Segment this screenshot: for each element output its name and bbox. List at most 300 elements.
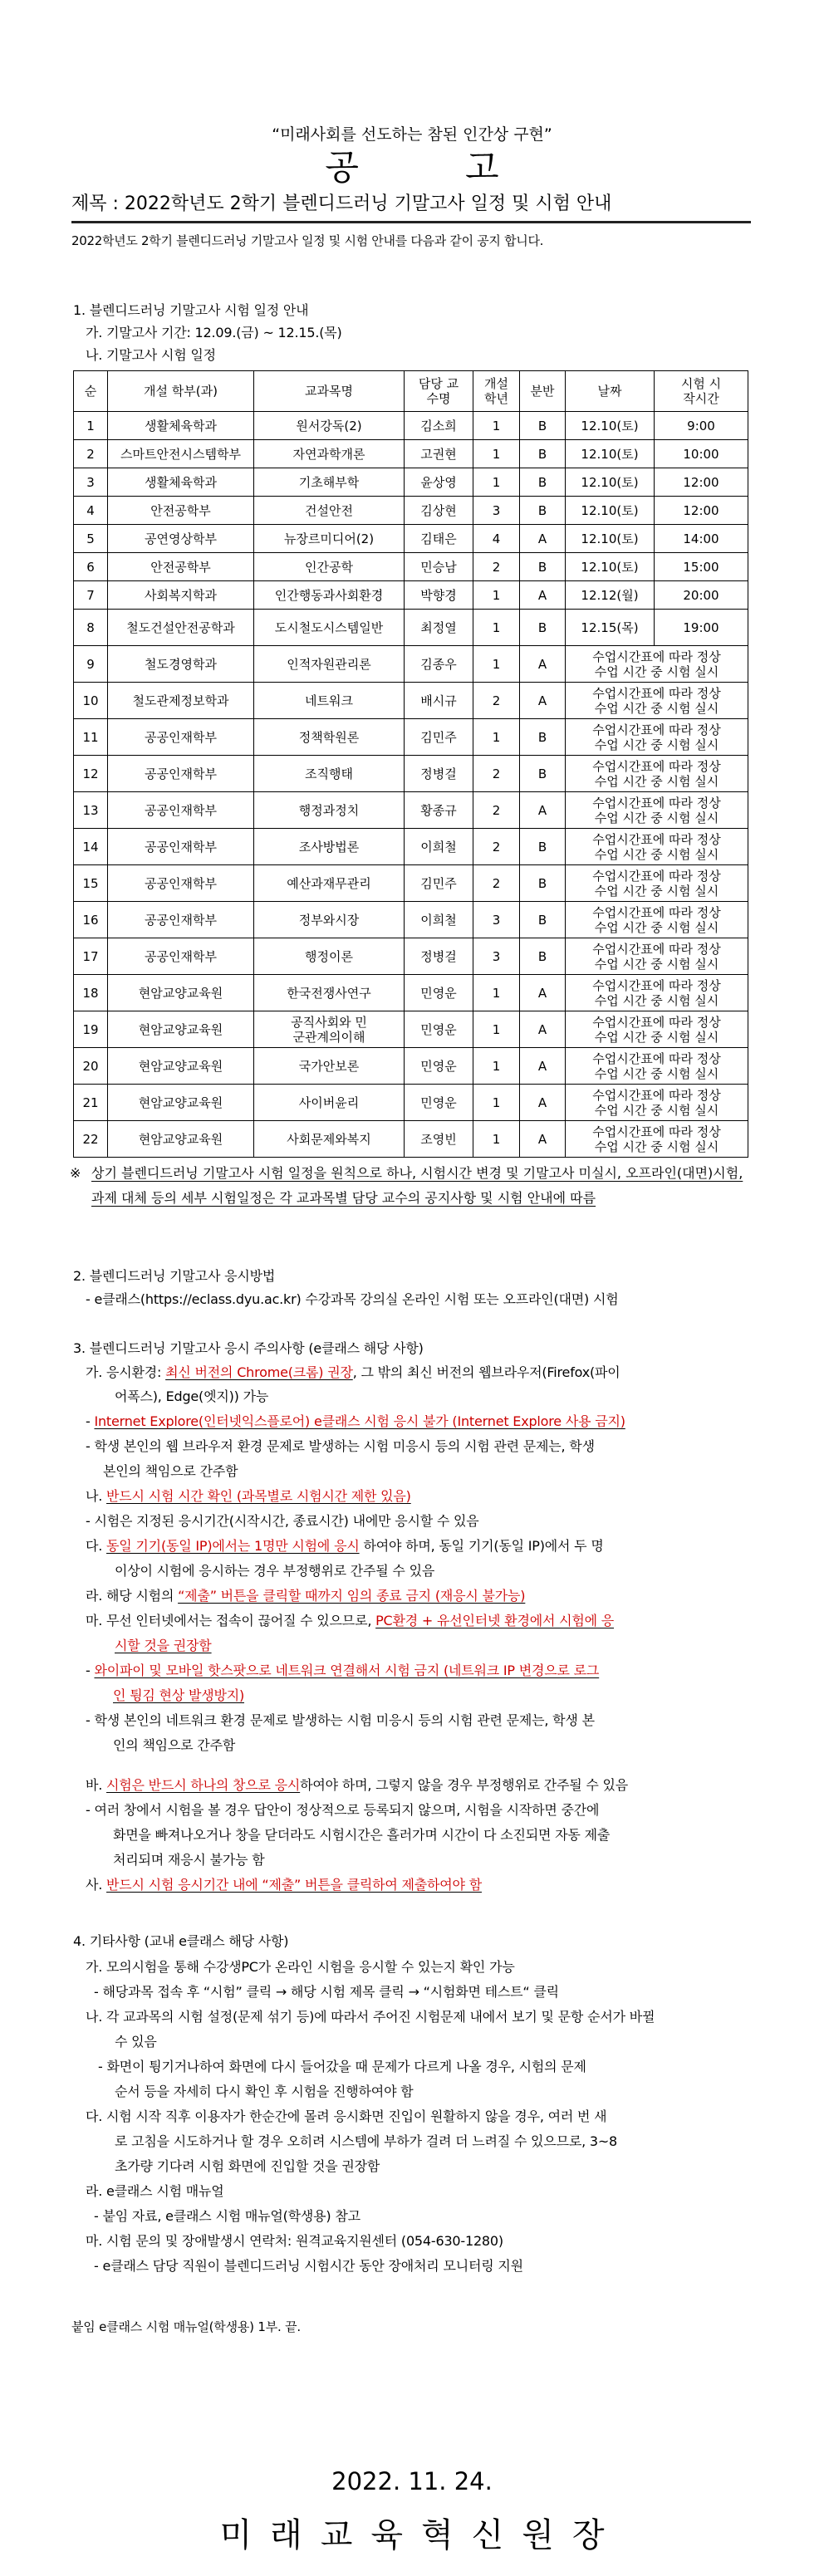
- exam-schedule-table: [73, 370, 748, 1158]
- section4-da-cont1: 로 고침을 시도하거나 할 경우 오히려 시스템에 부하가 걸려 더 느려질 수 있으므로, 3~8: [115, 2133, 618, 2149]
- cell-section: B: [520, 440, 566, 468]
- section1-item-ga: 가. 기말고사 기간: 12.09.(금) ~ 12.15.(목): [86, 325, 342, 340]
- class-time-note-line1: 수업시간표에 따라 정상: [592, 795, 721, 811]
- section3-item-ra: [86, 1588, 525, 1604]
- cell-no: 21: [74, 1085, 108, 1121]
- cell-course: 기초해부학: [254, 468, 405, 497]
- org-char: 혁: [421, 2516, 454, 2554]
- ra-prefix: 라. 해당 시험의: [86, 1588, 179, 1604]
- class-time-note-line1: 수업시간표에 따라 정상: [592, 868, 721, 884]
- heading-char: 공: [325, 147, 359, 188]
- cell-dept: 현암교양교육원: [108, 1048, 254, 1085]
- cell-class-time-note: [566, 756, 748, 792]
- section4-na-dash-cont: 순서 등을 자세히 다시 확인 후 시험을 진행하여야 함: [115, 2084, 414, 2099]
- da-rest: 하여야 하며, 동일 기기(동일 IP)에서 두 명: [359, 1538, 604, 1554]
- cell-class-time-note: [566, 792, 748, 829]
- ie-warning: Internet Explore(인터넷익스플로어) e클래스 시험 응시 불가 (Internet Explore 사용 금지): [94, 1413, 625, 1429]
- table-row: [74, 1011, 748, 1048]
- col-header: 날짜: [566, 371, 655, 412]
- table-row: [74, 1121, 748, 1158]
- section1-item-na: 나. 기말고사 시험 일정: [86, 347, 216, 363]
- section3-ga-dash1: [86, 1413, 625, 1430]
- cell-time: 9:00: [655, 412, 748, 440]
- section4-item-na: 나. 각 교과목의 시험 설정(문제 섞기 등)에 따라서 주어진 시험문제 내에서 보기 및 문항 순서가 바뀔: [86, 2009, 655, 2025]
- cell-prof: 이희철: [405, 829, 473, 865]
- cell-year: 4: [473, 525, 520, 553]
- dash: -: [86, 1413, 95, 1429]
- cell-section: A: [520, 525, 566, 553]
- cell-year: 2: [473, 553, 520, 581]
- cell-year: 1: [473, 1011, 520, 1048]
- section4-ga-dash: - 해당과목 접속 후 “시험” 클릭 → 해당 시험 제목 클릭 → “시험화면 테스트“ 클릭: [94, 1984, 559, 2000]
- col-header: 담당 교수명: [405, 371, 473, 412]
- class-time-note-line1: 수업시간표에 따라 정상: [592, 722, 721, 737]
- class-time-note-line1: 수업시간표에 따라 정상: [592, 649, 721, 664]
- cell-section: B: [520, 829, 566, 865]
- ga-prefix: 가. 응시환경:: [86, 1364, 166, 1380]
- table-row: [74, 553, 748, 581]
- cell-dept: 공공인재학부: [108, 865, 254, 902]
- cell-year: 1: [473, 412, 520, 440]
- title-divider: [71, 221, 751, 223]
- cell-time: 10:00: [655, 440, 748, 468]
- class-time-note-line2: 수업 시간 중 시험 실시: [594, 700, 719, 716]
- cell-prof: 김상현: [405, 497, 473, 525]
- cell-time: 15:00: [655, 553, 748, 581]
- ba-emphasis: 시험은 반드시 하나의 창으로 응시: [106, 1777, 301, 1793]
- table-row: [74, 468, 748, 497]
- table-row: [74, 646, 748, 683]
- na-emphasis: 반드시 시험 시간 확인 (과목별로 시험시간 제한 있음): [106, 1488, 411, 1504]
- cell-no: 13: [74, 792, 108, 829]
- cell-course: 한국전쟁사연구: [254, 975, 405, 1011]
- cell-prof: 최정열: [405, 610, 473, 646]
- da-emphasis: 동일 기기(동일 IP)에서는 1명만 시험에 응시: [106, 1538, 360, 1554]
- class-time-note-line2: 수업 시간 중 시험 실시: [594, 919, 719, 935]
- cell-course: 정책학원론: [254, 719, 405, 756]
- cell-course: 행정과정치: [254, 792, 405, 829]
- class-time-note-line1: 수업시간표에 따라 정상: [592, 941, 721, 957]
- slogan: “미래사회를 선도하는 참된 인간상 구현”: [272, 125, 552, 144]
- class-time-note-line1: 수업시간표에 따라 정상: [592, 758, 721, 774]
- cell-course: 인간행동과사회환경: [254, 581, 405, 610]
- cell-section: A: [520, 1048, 566, 1085]
- section3-item-da: [86, 1538, 604, 1555]
- cell-section: B: [520, 902, 566, 938]
- cell-year: 1: [473, 975, 520, 1011]
- cell-class-time-note: [566, 938, 748, 975]
- cell-section: B: [520, 497, 566, 525]
- section3-item-ma: [86, 1613, 614, 1629]
- cell-dept: 스마트안전시스템학부: [108, 440, 254, 468]
- cell-no: 4: [74, 497, 108, 525]
- section3-ga-dash2: - 학생 본인의 웹 브라우저 환경 문제로 발생하는 시험 미응시 등의 시험 관련 문제는, 학생: [86, 1438, 595, 1454]
- cell-no: 22: [74, 1121, 108, 1158]
- class-time-note-line1: 수업시간표에 따라 정상: [592, 1050, 721, 1066]
- schedule-note-text: 상기 블렌디드러닝 기말고사 시험 일정을 원칙으로 하나, 시험시간 변경 및 기말고사 미실시, 오프라인(대면)시험, 과제 대체 등의 세부 시험일정은 각 교과목별 담당 교수의 공지사항 및 시험 안내에 따름: [91, 1165, 743, 1206]
- cell-year: 1: [473, 1048, 520, 1085]
- cell-course: 조사방법론: [254, 829, 405, 865]
- cell-year: 2: [473, 865, 520, 902]
- table-row: [74, 719, 748, 756]
- org-char: 래: [270, 2516, 302, 2554]
- cell-course: 사회문제와복지: [254, 1121, 405, 1158]
- cell-dept: 현암교양교육원: [108, 1011, 254, 1048]
- org-char: 육: [370, 2516, 403, 2554]
- cell-class-time-note: [566, 902, 748, 938]
- cell-no: 17: [74, 938, 108, 975]
- section4-na-cont: 수 있음: [115, 2034, 157, 2050]
- col-header: 순: [74, 371, 108, 412]
- cell-year: 3: [473, 902, 520, 938]
- cell-class-time-note: [566, 719, 748, 756]
- table-row: [74, 865, 748, 902]
- cell-no: 10: [74, 683, 108, 719]
- section3-item-ga-cont: 어폭스), Edge(엣지)) 가능: [115, 1388, 269, 1404]
- cell-prof: 김민주: [405, 719, 473, 756]
- section4-ra-dash: - 붙임 자료, e클래스 시험 매뉴얼(학생용) 참고: [94, 2208, 360, 2224]
- cell-date: 12.10(토): [566, 440, 655, 468]
- table-row: [74, 975, 748, 1011]
- col-header: 개설 학년: [473, 371, 520, 412]
- cell-year: 1: [473, 581, 520, 610]
- section3-da-cont: 이상이 시험에 응시하는 경우 부정행위로 간주될 수 있음: [115, 1563, 435, 1579]
- heading-char: 고: [465, 147, 499, 188]
- intro-text: 2022학년도 2학기 블렌디드러닝 기말고사 일정 및 시험 안내를 다음과 같이 공지 합니다.: [71, 233, 544, 248]
- cell-no: 8: [74, 610, 108, 646]
- cell-prof: 정병걸: [405, 756, 473, 792]
- class-time-note-line2: 수업 시간 중 시험 실시: [594, 773, 719, 789]
- cell-section: A: [520, 975, 566, 1011]
- table-header-row: [74, 371, 748, 412]
- cell-year: 2: [473, 683, 520, 719]
- table-row: [74, 497, 748, 525]
- section3-ga-dash2-cont: 본인의 책임으로 간주함: [103, 1463, 238, 1479]
- cell-prof: 조영빈: [405, 1121, 473, 1158]
- section3-ma-dash2-cont: 인의 책임으로 간주함: [113, 1737, 236, 1753]
- cell-time: 12:00: [655, 497, 748, 525]
- org-char: 신: [471, 2516, 504, 2554]
- cell-dept: 공공인재학부: [108, 756, 254, 792]
- sa-emphasis: 반드시 시험 응시기간 내에 “제출” 버튼을 클릭하여 제출하여야 함: [106, 1877, 482, 1893]
- cell-section: B: [520, 610, 566, 646]
- sa-prefix: 사.: [86, 1877, 107, 1893]
- table-row: [74, 525, 748, 553]
- cell-course: 정부와시장: [254, 902, 405, 938]
- cell-dept: 안전공학부: [108, 553, 254, 581]
- cell-dept: 현암교양교육원: [108, 1121, 254, 1158]
- ba-prefix: 바.: [86, 1777, 107, 1793]
- class-time-note-line2: 수업 시간 중 시험 실시: [594, 883, 719, 899]
- cell-course: 인간공학: [254, 553, 405, 581]
- cell-year: 1: [473, 1121, 520, 1158]
- cell-no: 19: [74, 1011, 108, 1048]
- issuing-organization: [0, 2516, 824, 2554]
- cell-prof: 김소희: [405, 412, 473, 440]
- table-row: [74, 610, 748, 646]
- da-prefix: 다.: [86, 1538, 107, 1554]
- cell-prof: 윤상영: [405, 468, 473, 497]
- section3-item-na: [86, 1488, 411, 1505]
- section2-heading: 2. 블렌디드러닝 기말고사 응시방법: [73, 1268, 276, 1284]
- cell-section: B: [520, 865, 566, 902]
- cell-prof: 황종규: [405, 792, 473, 829]
- cell-date: 12.10(토): [566, 497, 655, 525]
- cell-year: 1: [473, 440, 520, 468]
- cell-year: 3: [473, 938, 520, 975]
- cell-class-time-note: [566, 865, 748, 902]
- cell-no: 2: [74, 440, 108, 468]
- cell-year: 1: [473, 1085, 520, 1121]
- cell-no: 12: [74, 756, 108, 792]
- cell-course: 조직행태: [254, 756, 405, 792]
- class-time-note-line1: 수업시간표에 따라 정상: [592, 1087, 721, 1103]
- ga-rest: , 그 밖의 최신 버전의 웹브라우저(Firefox(파이: [352, 1364, 620, 1380]
- class-time-note-line1: 수업시간표에 따라 정상: [592, 831, 721, 847]
- table-row: [74, 581, 748, 610]
- org-char: 미: [219, 2516, 253, 2554]
- cell-section: B: [520, 719, 566, 756]
- cell-no: 14: [74, 829, 108, 865]
- class-time-note-line2: 수업 시간 중 시험 실시: [594, 664, 719, 679]
- cell-dept: 안전공학부: [108, 497, 254, 525]
- notice-title: 제목 : 2022학년도 2학기 블렌디드러닝 기말고사 일정 및 시험 안내: [71, 193, 612, 214]
- cell-class-time-note: [566, 1085, 748, 1121]
- cell-no: 15: [74, 865, 108, 902]
- cell-no: 6: [74, 553, 108, 581]
- cell-prof: 박향경: [405, 581, 473, 610]
- cell-dept: 공공인재학부: [108, 792, 254, 829]
- section4-item-ma: 마. 시험 문의 및 장애발생시 연락처: 원격교육지원센터 (054-630-1280): [86, 2233, 503, 2249]
- cell-dept: 공공인재학부: [108, 829, 254, 865]
- notice-heading: [0, 148, 824, 188]
- cell-year: 2: [473, 756, 520, 792]
- cell-dept: 생활체육학과: [108, 468, 254, 497]
- cell-prof: 김태은: [405, 525, 473, 553]
- cell-no: 18: [74, 975, 108, 1011]
- section4-heading: 4. 기타사항 (교내 e클래스 해당 사항): [73, 1933, 289, 1949]
- section4-item-ra: 라. e클래스 시험 매뉴얼: [86, 2183, 224, 2199]
- org-char: 장: [571, 2516, 605, 2554]
- section4-na-dash: - 화면이 튕기거나하여 화면에 다시 들어갔을 때 문제가 다르게 나올 경우, 시험의 문제: [98, 2059, 586, 2074]
- class-time-note-line2: 수업 시간 중 시험 실시: [594, 1029, 719, 1045]
- class-time-note-line1: 수업시간표에 따라 정상: [592, 685, 721, 701]
- cell-section: A: [520, 581, 566, 610]
- cell-dept: 공연영상학부: [108, 525, 254, 553]
- table-row: [74, 756, 748, 792]
- cell-time: 12:00: [655, 468, 748, 497]
- section3-ma-cont: [115, 1638, 212, 1654]
- cell-course: 자연과학개론: [254, 440, 405, 468]
- cell-prof: 김종우: [405, 646, 473, 683]
- cell-dept: 철도건설안전공학과: [108, 610, 254, 646]
- cell-prof: 민승남: [405, 553, 473, 581]
- cell-section: B: [520, 756, 566, 792]
- cell-course: 공직사회와 민군관계의이해: [254, 1011, 405, 1048]
- cell-time: 19:00: [655, 610, 748, 646]
- section4-da-cont2: 초가량 기다려 시험 화면에 진입할 것을 권장함: [115, 2158, 380, 2174]
- class-time-note-line2: 수업 시간 중 시험 실시: [594, 810, 719, 825]
- cell-course: 인적자원관리론: [254, 646, 405, 683]
- class-time-note-line1: 수업시간표에 따라 정상: [592, 1014, 721, 1030]
- section3-ba-dash-cont1: 화면을 빠져나오거나 창을 닫더라도 시험시간은 흘러가며 시간이 다 소진되면 자동 제출: [113, 1827, 611, 1843]
- class-time-note-line1: 수업시간표에 따라 정상: [592, 904, 721, 920]
- cell-class-time-note: [566, 1048, 748, 1085]
- cell-no: 1: [74, 412, 108, 440]
- table-row: [74, 1048, 748, 1085]
- cell-prof: 고권현: [405, 440, 473, 468]
- cell-prof: 민영운: [405, 975, 473, 1011]
- cell-prof: 김민주: [405, 865, 473, 902]
- cell-course: 뉴장르미디어(2): [254, 525, 405, 553]
- cell-time: 20:00: [655, 581, 748, 610]
- table-row: [74, 683, 748, 719]
- cell-course: 건설안전: [254, 497, 405, 525]
- section3-item-ga: [86, 1364, 620, 1381]
- class-time-note-line2: 수업 시간 중 시험 실시: [594, 846, 719, 862]
- cell-dept: 철도경영학과: [108, 646, 254, 683]
- ba-rest: 하여야 하며, 그렇지 않을 경우 부정행위로 간주될 수 있음: [300, 1777, 629, 1793]
- cell-dept: 공공인재학부: [108, 902, 254, 938]
- cell-date: 12.15(목): [566, 610, 655, 646]
- cell-class-time-note: [566, 829, 748, 865]
- class-time-note-line2: 수업 시간 중 시험 실시: [594, 1065, 719, 1081]
- section1-heading: 1. 블렌디드러닝 기말고사 시험 일정 안내: [73, 302, 309, 318]
- section3-ma-dash1: [86, 1663, 599, 1679]
- ma-prefix: 마. 무선 인터넷에서는 접속이 끊어질 수 있으므로,: [86, 1613, 376, 1628]
- class-time-note-line1: 수업시간표에 따라 정상: [592, 977, 721, 993]
- cell-section: A: [520, 1121, 566, 1158]
- cell-dept: 사회복지학과: [108, 581, 254, 610]
- cell-class-time-note: [566, 1011, 748, 1048]
- cell-section: A: [520, 1011, 566, 1048]
- class-time-note-line2: 수업 시간 중 시험 실시: [594, 737, 719, 752]
- cell-date: 12.10(토): [566, 468, 655, 497]
- cell-section: A: [520, 792, 566, 829]
- section3-ma-dash1-cont: [113, 1687, 244, 1704]
- section3-heading: 3. 블렌디드러닝 기말고사 응시 주의사항 (e클래스 해당 사항): [73, 1340, 424, 1356]
- cell-time: 14:00: [655, 525, 748, 553]
- cell-section: B: [520, 553, 566, 581]
- ra-emphasis: “제출” 버튼을 클릭할 때까지 임의 종료 금지 (재응시 불가능): [178, 1588, 526, 1604]
- org-char: 원: [522, 2516, 554, 2554]
- cell-no: 3: [74, 468, 108, 497]
- cell-section: A: [520, 646, 566, 683]
- wifi-warning-cont: 인 튕김 현상 발생방지): [113, 1687, 245, 1703]
- cell-dept: 현암교양교육원: [108, 1085, 254, 1121]
- cell-dept: 공공인재학부: [108, 938, 254, 975]
- cell-course: 국가안보론: [254, 1048, 405, 1085]
- cell-prof: 정병걸: [405, 938, 473, 975]
- cell-year: 1: [473, 468, 520, 497]
- cell-year: 1: [473, 646, 520, 683]
- col-header: 시험 시작시간: [655, 371, 748, 412]
- cell-course: 도시철도시스템일반: [254, 610, 405, 646]
- table-row: [74, 792, 748, 829]
- cell-prof: 민영운: [405, 1048, 473, 1085]
- cell-class-time-note: [566, 683, 748, 719]
- section3-ma-dash2: - 학생 본인의 네트워크 환경 문제로 발생하는 시험 미응시 등의 시험 관련 문제는, 학생 본: [86, 1712, 595, 1728]
- section3-ba-dash: - 여러 창에서 시험을 볼 경우 답안이 정상적으로 등록되지 않으며, 시험을 시작하면 중간에: [86, 1802, 600, 1818]
- wifi-warning: 와이파이 및 모바일 핫스팟으로 네트워크 연결해서 시험 금지 (네트워크 IP 변경으로 로그: [94, 1663, 600, 1678]
- cell-course: 사이버윤리: [254, 1085, 405, 1121]
- table-row: [74, 938, 748, 975]
- cell-section: A: [520, 683, 566, 719]
- cell-course: 예산과재무관리: [254, 865, 405, 902]
- schedule-note: [70, 1161, 751, 1211]
- class-time-note-line1: 수업시간표에 따라 정상: [592, 1124, 721, 1139]
- cell-date: 12.12(월): [566, 581, 655, 610]
- cell-prof: 이희철: [405, 902, 473, 938]
- col-header: 개설 학부(과): [108, 371, 254, 412]
- cell-year: 3: [473, 497, 520, 525]
- cell-date: 12.10(토): [566, 553, 655, 581]
- class-time-note-line2: 수업 시간 중 시험 실시: [594, 1139, 719, 1154]
- ma-emphasis: PC환경 + 유선인터넷 환경에서 시험에 응: [375, 1613, 615, 1628]
- cell-course: 행정이론: [254, 938, 405, 975]
- table-row: [74, 412, 748, 440]
- col-header: 분반: [520, 371, 566, 412]
- cell-section: A: [520, 1085, 566, 1121]
- table-row: [74, 1085, 748, 1121]
- cell-no: 20: [74, 1048, 108, 1085]
- section2-item: - e클래스(https://eclass.dyu.ac.kr) 수강과목 강의실 온라인 시험 또는 오프라인(대면) 시험: [86, 1291, 619, 1307]
- cell-course: 네트워크: [254, 683, 405, 719]
- cell-no: 16: [74, 902, 108, 938]
- section3-ba-dash-cont2: 처리되며 재응시 불가능 함: [113, 1852, 265, 1868]
- cell-class-time-note: [566, 1121, 748, 1158]
- cell-class-time-note: [566, 975, 748, 1011]
- cell-dept: 공공인재학부: [108, 719, 254, 756]
- cell-section: B: [520, 412, 566, 440]
- col-header: 교과목명: [254, 371, 405, 412]
- class-time-note-line2: 수업 시간 중 시험 실시: [594, 956, 719, 972]
- table-row: [74, 902, 748, 938]
- cell-section: B: [520, 938, 566, 975]
- reference-mark: ※: [70, 1165, 81, 1181]
- attachment-note: 붙임 e클래스 시험 매뉴얼(학생용) 1부. 끝.: [71, 2319, 302, 2334]
- cell-section: B: [520, 468, 566, 497]
- cell-dept: 현암교양교육원: [108, 975, 254, 1011]
- cell-prof: 민영운: [405, 1011, 473, 1048]
- section4-ma-dash: - e클래스 담당 직원이 블렌디드러닝 시험시간 동안 장애처리 모니터링 지원: [94, 2258, 523, 2274]
- cell-date: 12.10(토): [566, 525, 655, 553]
- section4-item-ga: 가. 모의시험을 통해 수강생PC가 온라인 시험을 응시할 수 있는지 확인 가능: [86, 1959, 515, 1975]
- section3-item-ba: [86, 1777, 628, 1794]
- cell-no: 9: [74, 646, 108, 683]
- cell-year: 2: [473, 829, 520, 865]
- section3-na-dash: - 시험은 지정된 응시기간(시작시간, 종료시간) 내에만 응시할 수 있음: [86, 1513, 479, 1529]
- ga-emphasis: 최신 버전의 Chrome(크롬) 권장: [165, 1364, 353, 1380]
- na-prefix: 나.: [86, 1488, 107, 1504]
- cell-prof: 배시규: [405, 683, 473, 719]
- ma-emphasis-cont: 시할 것을 권장함: [115, 1638, 212, 1653]
- cell-no: 11: [74, 719, 108, 756]
- cell-year: 1: [473, 719, 520, 756]
- class-time-note-line2: 수업 시간 중 시험 실시: [594, 1102, 719, 1118]
- section3-item-sa: [86, 1877, 482, 1893]
- cell-prof: 민영운: [405, 1085, 473, 1121]
- section4-item-da: 다. 시험 시작 직후 이용자가 한순간에 몰려 응시화면 진입이 원활하지 않을 경우, 여러 번 새: [86, 2108, 607, 2124]
- class-time-note-line2: 수업 시간 중 시험 실시: [594, 992, 719, 1008]
- table-row: [74, 829, 748, 865]
- org-char: 교: [320, 2516, 353, 2554]
- cell-class-time-note: [566, 646, 748, 683]
- cell-year: 1: [473, 610, 520, 646]
- cell-dept: 철도관제정보학과: [108, 683, 254, 719]
- cell-date: 12.10(토): [566, 412, 655, 440]
- cell-no: 5: [74, 525, 108, 553]
